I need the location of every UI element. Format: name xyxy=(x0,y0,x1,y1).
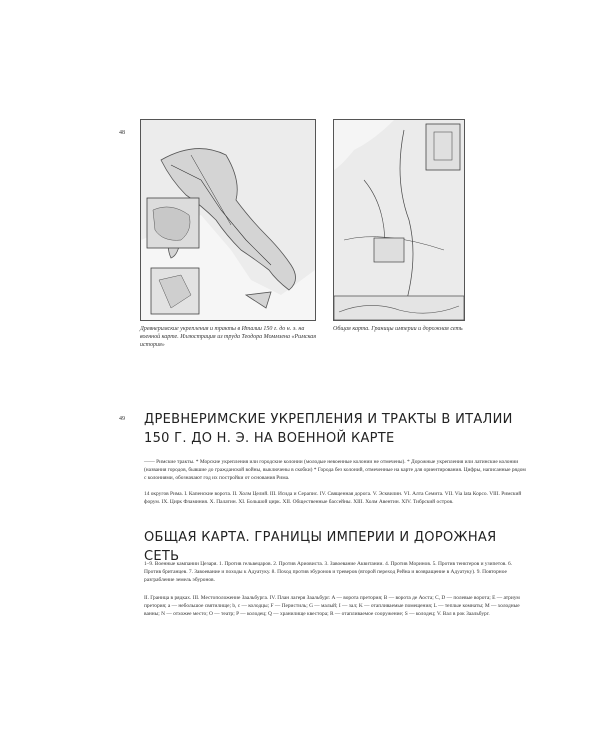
page-number-middle: 49 xyxy=(119,416,125,422)
section1-legend-paragraph: —— Римские тракты. * Морские укрепления или городские колонии (молодые невоенные колонии не отмечены). * Дорожные укрепления или латинские колонии (названия городов, бывшие до гражданской войны, выключены в скобки) * Города без колоний, отмеченные на карте для ориентирования. Цифры, написанные рядом с колониями, обозначают год их постройки от основания Рима. xyxy=(144,459,526,481)
caption-general-map: Общая карта. Границы империи и дорожная сеть xyxy=(333,326,463,332)
italy-map-drawing xyxy=(141,120,315,320)
map-italy xyxy=(140,119,316,321)
page-number-top: 48 xyxy=(119,130,125,136)
map-general xyxy=(333,119,465,321)
section2-campaigns-paragraph: 1–9. Военные кампании Цезаря. 1. Против гельвецаров. 2. Против Ариовиста. 3. Завоевание Аквитании. 4. Против Моринов. 5. Против тенктеров и узипетов. 6. Против британцев. 7. Завоевание и походы к Адуатуку. 8. Поход против эбуронов и треверов (второй переход Рейна и возвращение в Адуатуку). 9. Повторное разграбление земель эбуронов. xyxy=(144,561,513,583)
caption-italy-map: Древнеримские укрепления и тракты в Италии 150 г. до н. э. на военной карте. Иллюстрация из труда Теодора Моммзена «Римская история» xyxy=(140,326,317,348)
general-map-drawing xyxy=(334,120,464,320)
section-title-general-map: ОБЩАЯ КАРТА. ГРАНИЦЫ ИМПЕРИИ И ДОРОЖНАЯ СЕТЬ xyxy=(144,530,497,564)
section1-districts-paragraph: 14 округов Рима. I. Капенские ворота. II. Холм Целий. III. Исида и Серапис. IV. Священная дорога. V. Эсквилин. VI. Алта Семита. VII. Via lata Корсо. VIII. Римский форум. IX. Цирк Фламиния. X. Палатин. XI. Большой цирк. XII. Общественные бассейны. XIII. Холм Авентин. XIV. Тибрский остров. xyxy=(144,491,522,505)
section-title-italy: ДРЕВНЕРИМСКИЕ УКРЕПЛЕНИЯ И ТРАКТЫ В ИТАЛИИ 150 Г. ДО Н. Э. НА ВОЕННОЙ КАРТЕ xyxy=(144,412,513,446)
section2-saalburg-paragraph: II. Граница в рядках. III. Местоположение Заальбурга. IV. План лагеря Заальбург. A — ворота претория; B — ворота де Аоста; C, D — полевые ворота; E — атриум претория; а — небольшое святилище; b, c — колодцы; F — Перистиль; G — малый; I — зал; K — отапливаемые помещения; L — теплые комнаты; M — холодные ванны; N — отхожее место; O — театр; P — колодец; Q — хранилище квестора; R — отапливаемое сооружение; S — колодец; V. Вал в рок Заальбург. xyxy=(144,595,520,617)
